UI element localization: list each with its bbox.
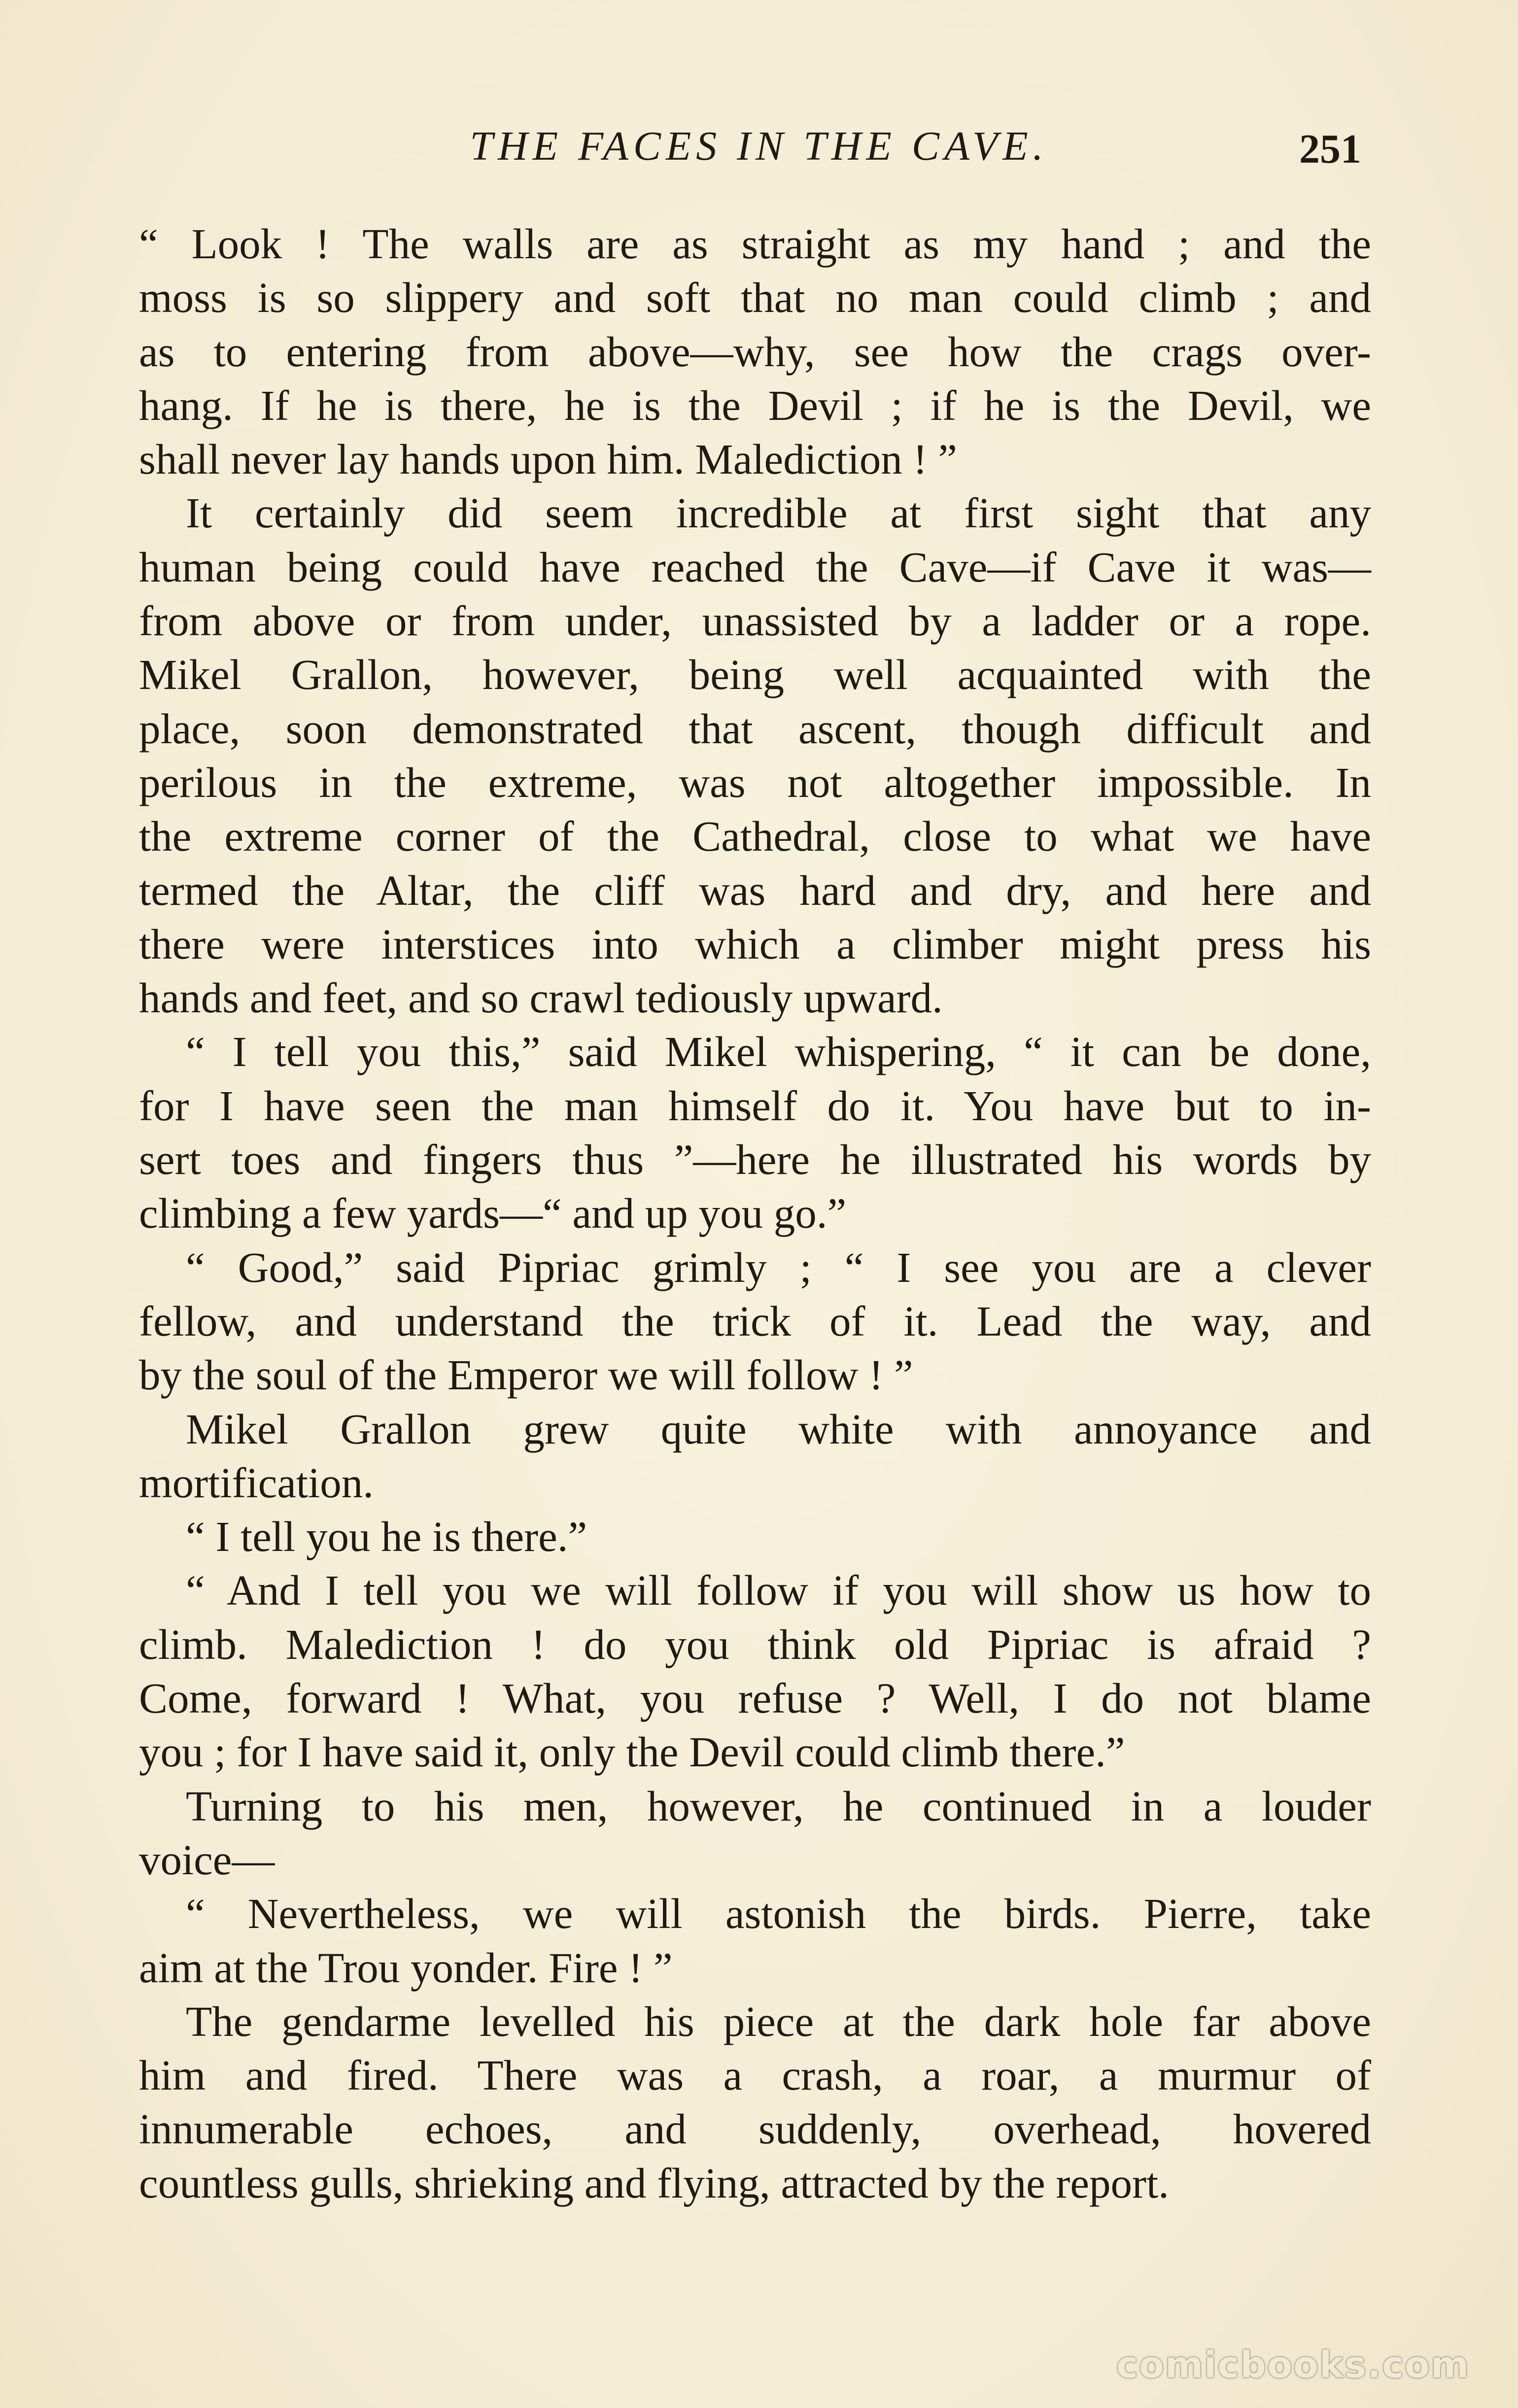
- text-line: you ; for I have said it, only the Devil could climb there.”: [139, 1728, 1125, 1776]
- text-line: place, soon demonstrated that ascent, though difficult and: [139, 704, 1371, 753]
- text-line: Mikel Grallon grew quite white with annoyance and: [186, 1405, 1371, 1453]
- text-line: perilous in the extreme, was not altogether impossible. In: [139, 758, 1371, 806]
- text-line: “ And I tell you we will follow if you will show us how to: [186, 1566, 1371, 1615]
- text-line: hands and feet, and so crawl tediously upward.: [139, 974, 943, 1022]
- text-line: climbing a few yards—“ and up you go.”: [139, 1189, 847, 1238]
- text-line: “ Nevertheless, we will astonish the birds. Pierre, take: [186, 1890, 1371, 1938]
- text-line: climb. Malediction ! do you think old Pipriac is afraid ?: [139, 1620, 1371, 1668]
- body-text: [139, 217, 1371, 2210]
- text-line: The gendarme levelled his piece at the dark hole far above: [186, 1997, 1371, 2045]
- watermark: comicbooks.com: [1116, 2344, 1470, 2386]
- text-line: innumerable echoes, and suddenly, overhead, hovered: [139, 2105, 1371, 2153]
- text-line: “ Good,” said Pipriac grimly ; “ I see you are a clever: [186, 1243, 1371, 1291]
- text-line: him and fired. There was a crash, a roar, a murmur of: [139, 2051, 1371, 2099]
- running-head: [0, 122, 1518, 181]
- text-line: there were interstices into which a climber might press his: [139, 920, 1371, 968]
- text-line: from above or from under, unassisted by a ladder or a rope.: [139, 597, 1371, 645]
- text-line: “ I tell you he is there.”: [186, 1513, 587, 1561]
- text-line: for I have seen the man himself do it. You have but to in-: [139, 1081, 1371, 1130]
- text-line: voice—: [139, 1835, 275, 1884]
- text-line: Turning to his men, however, he continued in a louder: [186, 1782, 1371, 1830]
- text-line: moss is so slippery and soft that no man could climb ; and: [139, 274, 1371, 322]
- text-line: “ Look ! The walls are as straight as my hand ; and the: [139, 220, 1371, 268]
- text-line: Mikel Grallon, however, being well acquainted with the: [139, 651, 1371, 699]
- text-line: sert toes and fingers thus ”—here he illustrated his words by: [139, 1135, 1371, 1184]
- text-line: mortification.: [139, 1458, 374, 1507]
- text-line: by the soul of the Emperor we will follow ! ”: [139, 1351, 913, 1399]
- text-line: the extreme corner of the Cathedral, close to what we have: [139, 812, 1371, 860]
- text-line: fellow, and understand the trick of it. Lead the way, and: [139, 1297, 1371, 1345]
- text-line: It certainly did seem incredible at first sight that any: [186, 489, 1371, 537]
- text-line: “ I tell you this,” said Mikel whispering, “ it can be done,: [186, 1028, 1371, 1076]
- text-line: Come, forward ! What, you refuse ? Well, I do not blame: [139, 1674, 1371, 1722]
- text-line: as to entering from above—why, see how the crags over-: [139, 327, 1371, 376]
- text-line: countless gulls, shrieking and flying, attracted by the report.: [139, 2159, 1169, 2207]
- text-line: human being could have reached the Cave—if Cave it was—: [139, 543, 1371, 591]
- running-title: THE FACES IN THE CAVE.: [470, 123, 1048, 169]
- text-line: hang. If he is there, he is the Devil ; if he is the Devil, we: [139, 381, 1371, 429]
- text-line: aim at the Trou yonder. Fire ! ”: [139, 1943, 673, 1992]
- page-number: 251: [1299, 126, 1361, 172]
- text-line: shall never lay hands upon him. Malediction ! ”: [139, 435, 957, 483]
- text-line: termed the Altar, the cliff was hard and dry, and here and: [139, 866, 1371, 914]
